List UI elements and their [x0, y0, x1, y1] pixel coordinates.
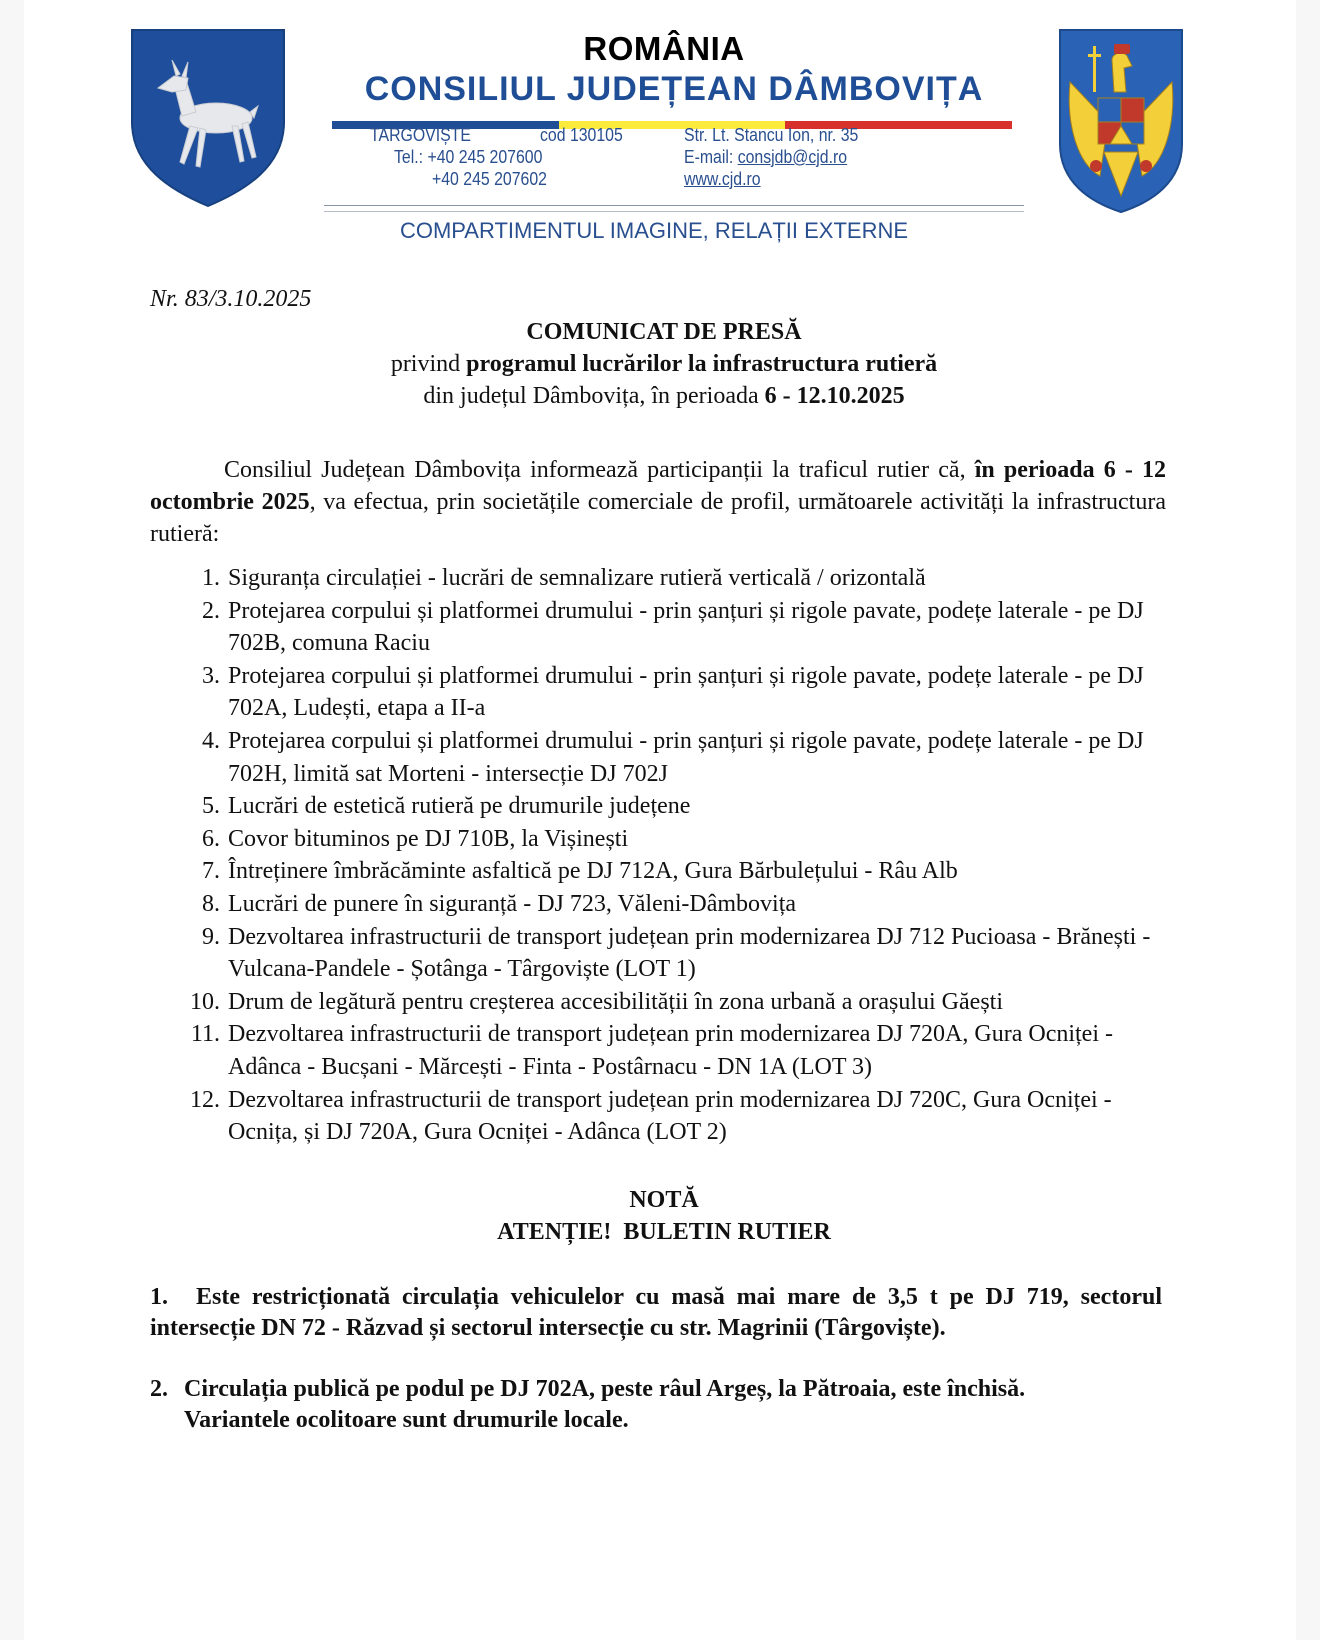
contact-email-row	[684, 145, 847, 169]
subtitle-bold: programul lucrărilor la infrastructura rutieră	[466, 351, 938, 377]
item-text: Lucrări de punere în siguranță - DJ 723, Văleni-Dâmbovița	[228, 890, 797, 917]
list-item	[150, 986, 1180, 1019]
contact-address: Str. Lt. Stancu Ion, nr. 35	[684, 125, 859, 145]
item-text: Dezvoltarea infrastructurii de transport județean prin modernizarea DJ 720A, Gura Ocniței - Adânca - Bucșani - Mărcești - Finta - Postârnacu - DN 1A (LOT 3)	[228, 1021, 1113, 1080]
header-country: ROMÂNIA	[583, 30, 745, 67]
note-subtitle: ATENȚIE! BULETIN RUTIER	[497, 1219, 831, 1245]
item-number: 6.	[202, 825, 220, 852]
list-item	[150, 562, 1180, 595]
item-text: Lucrări de estetică rutieră pe drumurile județene	[228, 793, 691, 820]
list-item	[150, 855, 1180, 888]
item-text: Protejarea corpului și platformei drumului - prin șanțuri și rigole pavate, podețe laterale - pe DJ 702B, comuna Raciu	[228, 597, 1144, 657]
item-text: Protejarea corpului și platformei drumului - prin șanțuri și rigole pavate, podețe laterale - pe DJ 702H, limită sat Morteni - intersecție DJ 702J	[228, 727, 1144, 787]
item-number: 3.	[202, 662, 220, 689]
document-reference-number: Nr. 83/3.10.2025	[150, 286, 312, 312]
contact-phone-2: +40 245 207602	[432, 169, 547, 189]
document-page	[24, 0, 1296, 1640]
intro-period: în perioada 6 - 12 octombrie 2025	[150, 457, 1166, 515]
document-subtitle-line-2	[164, 380, 1164, 412]
item-text: Drum de legătură pentru creșterea accesibilității în zona urbană a orașului Găești	[228, 988, 1003, 1015]
bulletin-item-2	[150, 1374, 1162, 1436]
list-item	[150, 888, 1180, 921]
list-item	[150, 1084, 1180, 1149]
item-number: 2.	[202, 597, 220, 624]
contact-postal-code: cod 130105	[540, 125, 623, 145]
romania-coat-of-arms-icon	[1056, 26, 1186, 216]
item-text: Dezvoltarea infrastructurii de transport județean prin modernizarea DJ 712 Pucioasa - Brănești - Vulcana-Pandele - Șotânga - Târgoviște (LOT 1)	[228, 923, 1151, 983]
intro-paragraph	[150, 454, 1166, 550]
list-item	[150, 790, 1180, 823]
header-council-name: CONSILIUL JUDEȚEAN DÂMBOVIȚA	[364, 70, 984, 108]
bulletin-item-1	[150, 1282, 1162, 1344]
subtitle-prefix: privind	[390, 351, 467, 377]
item-text: Dezvoltarea infrastructurii de transport județean prin modernizarea DJ 720C, Gura Ocniței - Ocnița, și DJ 720A, Gura Ocniței - Adânca (LOT 2)	[228, 1086, 1112, 1146]
item-text: Întreținere îmbrăcăminte asfaltică pe DJ 712A, Gura Bărbulețului - Râu Alb	[228, 858, 958, 885]
department-name: COMPARTIMENTUL IMAGINE, RELAȚII EXTERNE	[399, 218, 909, 243]
email-label: E-mail:	[684, 147, 738, 167]
header-divider-line-2	[324, 211, 1024, 212]
document-title-block	[164, 316, 1164, 412]
item-number: 8.	[202, 890, 220, 917]
works-list	[150, 562, 1180, 1149]
item-number: 11.	[190, 1021, 220, 1048]
list-item	[150, 921, 1180, 986]
item-number: 7.	[202, 858, 220, 885]
list-item	[150, 595, 1180, 660]
item-text: Protejarea corpului și platformei drumului - prin șanțuri și rigole pavate, podețe laterale - pe DJ 702A, Ludești, etapa a II-a	[228, 662, 1144, 722]
note-heading	[164, 1184, 1164, 1248]
bulletin-number: 2.	[150, 1376, 168, 1402]
list-item	[150, 1018, 1180, 1083]
intro-text-1: Consiliul Județean Dâmbovița informează participanții la traficul rutier că,	[224, 457, 975, 483]
item-number: 1.	[202, 565, 220, 591]
list-item	[150, 823, 1180, 856]
contact-city: TARGOVIȘTE	[370, 125, 471, 145]
item-number: 4.	[202, 727, 220, 754]
bulletin-text-line-2: Variantele ocolitoare sunt drumurile locale.	[184, 1407, 629, 1433]
document-title: COMUNICAT DE PRESĂ	[526, 319, 802, 345]
intro-text-2: , va efectua, prin societățile comerciale de profil, următoarele activități la infrastructura rutieră:	[150, 489, 1166, 547]
item-number: 10.	[190, 988, 220, 1015]
bulletin-text: Este restricționată circulația vehiculelor cu masă mai mare de 3,5 t pe DJ 719, sectorul intersecție DN 72 - Răzvad și sectorul intersecție cu str. Magrinii (Târgoviște).	[150, 1284, 1162, 1341]
dambovita-county-crest-icon	[128, 26, 288, 208]
list-item	[150, 660, 1180, 725]
item-number: 5.	[202, 793, 220, 820]
bulletin-text-line-1: Circulația publică pe podul pe DJ 702A, peste râul Argeș, la Pătroaia, este închisă.	[184, 1376, 1026, 1402]
item-text: Covor bituminos pe DJ 710B, la Vișinești	[228, 825, 629, 852]
list-item	[150, 725, 1180, 790]
document-subtitle-line-1	[164, 348, 1164, 380]
item-number: 12.	[190, 1086, 220, 1113]
item-number: 9.	[202, 923, 220, 950]
item-text: Siguranța circulației - lucrări de semnalizare rutieră verticală / orizontală	[228, 565, 926, 591]
bulletin-number: 1.	[150, 1284, 168, 1310]
header-divider-line	[324, 205, 1024, 206]
subtitle-period: 6 - 12.10.2025	[764, 383, 905, 409]
note-title: NOTĂ	[629, 1187, 699, 1213]
contact-phone-1: Tel.: +40 245 207600	[394, 147, 543, 167]
website-link[interactable]: www.cjd.ro	[684, 169, 761, 189]
subtitle-line2-prefix: din județul Dâmbovița, în perioada	[423, 383, 765, 409]
email-link[interactable]: consjdb@cjd.ro	[737, 147, 848, 167]
contact-website-row	[684, 167, 761, 191]
